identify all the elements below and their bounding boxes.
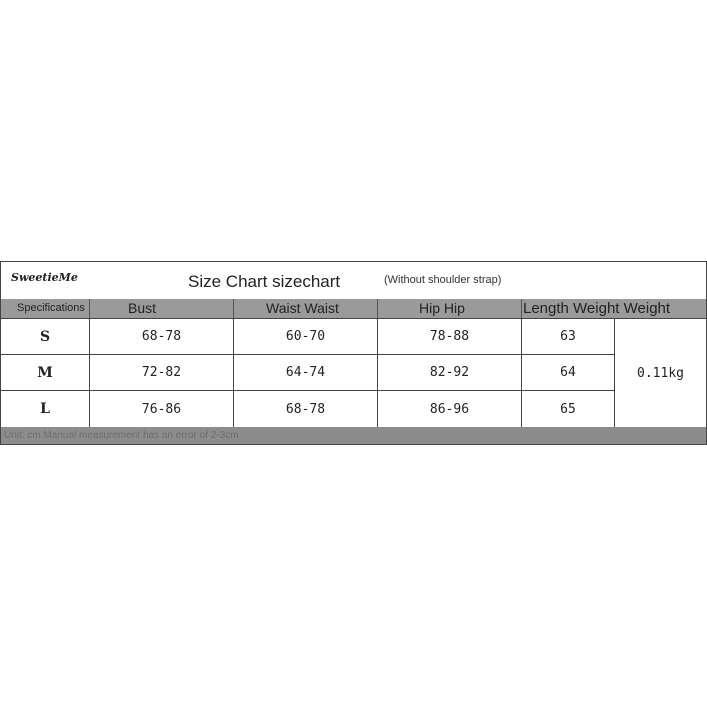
header-hip: Hip Hip bbox=[378, 299, 522, 318]
table-body bbox=[1, 319, 706, 427]
cell-hip: 78-88 bbox=[378, 319, 522, 355]
brand-logo: SweetieMe bbox=[11, 271, 78, 284]
header-length-weight: Length Weight Weight bbox=[523, 300, 671, 317]
header-bust: Bust bbox=[90, 299, 234, 318]
cell-waist: 64-74 bbox=[234, 355, 378, 391]
header-waist: Waist Waist bbox=[234, 299, 378, 318]
cell-bust: 68-78 bbox=[90, 319, 234, 355]
cell-length: 64 bbox=[522, 355, 615, 391]
cell-size: S bbox=[1, 319, 90, 355]
size-chart bbox=[0, 261, 707, 445]
cell-hip: 86-96 bbox=[378, 391, 522, 427]
chart-title: Size Chart sizechart bbox=[188, 272, 341, 291]
cell-bust: 72-82 bbox=[90, 355, 234, 391]
cell-bust: 76-86 bbox=[90, 391, 234, 427]
measurement-note: Unit: cm Manual measurement has an error of 2-3cm bbox=[1, 427, 706, 444]
cell-length: 65 bbox=[522, 391, 615, 427]
cell-size: M bbox=[1, 355, 90, 391]
cell-hip: 82-92 bbox=[378, 355, 522, 391]
cell-waist: 68-78 bbox=[234, 391, 378, 427]
table-header bbox=[1, 299, 706, 319]
cell-waist: 60-70 bbox=[234, 319, 378, 355]
cell-length: 63 bbox=[522, 319, 615, 355]
header-specifications: Specifications bbox=[1, 299, 90, 318]
cell-size: L bbox=[1, 391, 90, 427]
title-row bbox=[1, 262, 706, 300]
cell-weight: 0.11kg bbox=[637, 365, 684, 381]
chart-subtitle: (Without shoulder strap) bbox=[384, 274, 502, 286]
